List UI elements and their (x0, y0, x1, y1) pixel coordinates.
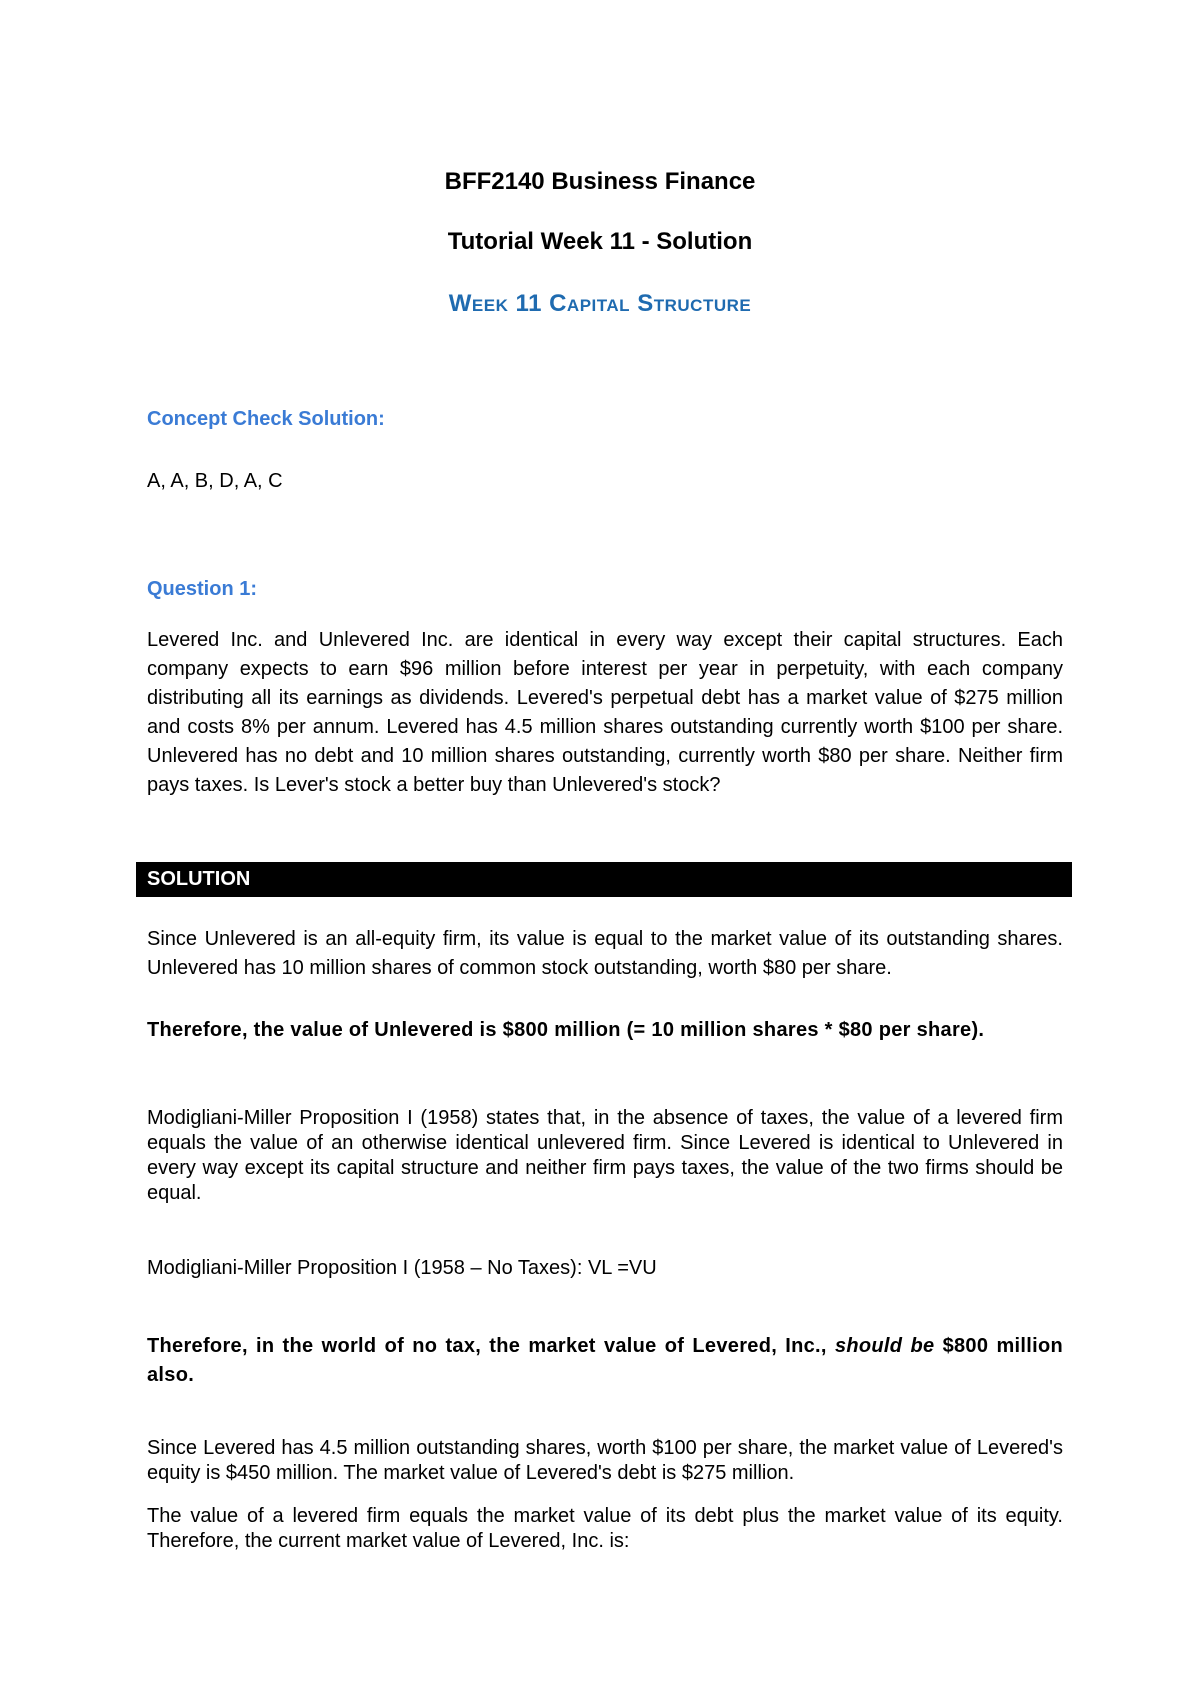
course-title: BFF2140 Business Finance (444, 168, 756, 195)
solution-paragraph-levered: Since Levered has 4.5 million outstanding shares, worth $100 per share, the market value of Levered's equity is $450 million. The market value of Levered's debt is $275 million. (147, 1437, 1063, 1484)
solution-conclusion-levered (147, 1332, 1063, 1390)
solution-bar: SOLUTION (136, 862, 1072, 897)
tutorial-title: Tutorial Week 11 - Solution (447, 228, 753, 255)
concept-check-answers: A, A, B, D, A, C (147, 470, 283, 492)
conclusion-text-end: $800 million also. (147, 1335, 1063, 1386)
question-1-text: Levered Inc. and Unlevered Inc. are identical in every way except their capital structures. Each company expects to earn $96 million before interest per year in perpetuity, with each company distributing all its earnings as dividends. Levered's perpetual debt has a market value of $275 million and costs 8% per annum. Levered has 4.5 million shares outstanding currently worth $100 per share. Unlevered has no debt and 10 million shares outstanding, currently worth $80 per share. Neither firm pays taxes. Is Lever's stock a better buy than Unlevered's stock? (147, 629, 1063, 796)
conclusion-emphasis: should be (834, 1335, 935, 1357)
solution-conclusion-unlevered: Therefore, the value of Unlevered is $800 million (= 10 million shares * $80 per share). (147, 1019, 985, 1041)
solution-paragraph-mm: Modigliani-Miller Proposition I (1958) states that, in the absence of taxes, the value of a levered firm equals the value of an otherwise identical unlevered firm. Since Levered is identical to Unlevered in every way except its capital structure and neither firm pays taxes, the value of the two firms should be equal. (147, 1107, 1063, 1204)
question-1-label: Question 1: (147, 578, 258, 600)
week-heading: Week 11 Capital Structure (448, 290, 752, 317)
conclusion-text-start: Therefore, in the world of no tax, the market value of Levered, Inc., (147, 1335, 835, 1357)
solution-paragraph-unlevered: Since Unlevered is an all-equity firm, its value is equal to the market value of its outstanding shares. Unlevered has 10 million shares of common stock outstanding, worth $80 per share. (147, 928, 1063, 979)
solution-mm-formula: Modigliani-Miller Proposition I (1958 – No Taxes): VL =VU (147, 1257, 657, 1279)
concept-check-label: Concept Check Solution: (147, 408, 385, 430)
solution-paragraph-value: The value of a levered firm equals the market value of its debt plus the market value of its equity. Therefore, the current market value of Levered, Inc. is: (147, 1505, 1063, 1552)
